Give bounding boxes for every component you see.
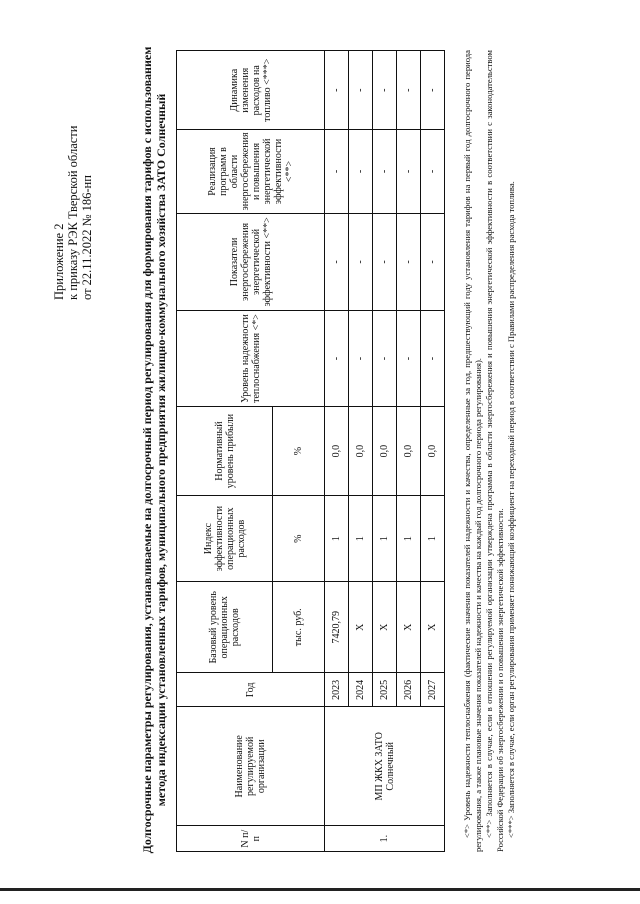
cell-index: 1: [397, 496, 421, 582]
appendix-number: Приложение 2: [52, 223, 66, 300]
document-page: [52, 40, 612, 860]
col-year-header: Год: [177, 673, 325, 707]
header-row: [177, 51, 273, 852]
document-title: [140, 40, 168, 860]
cell-profit: 0,0: [421, 406, 445, 495]
cell-index: 1: [349, 496, 373, 582]
cell-base: X: [373, 582, 397, 674]
cell-profit: 0,0: [349, 406, 373, 495]
cell-energy: -: [421, 213, 445, 311]
cell-year: 2023: [325, 673, 349, 707]
cell-base: X: [349, 582, 373, 674]
unit-profit: %: [273, 406, 325, 495]
cell-base: X: [421, 582, 445, 674]
cell-year: 2027: [421, 673, 445, 707]
footnotes: [462, 50, 517, 852]
cell-reliability: -: [421, 311, 445, 407]
table-row: [325, 51, 349, 852]
cell-profit: 0,0: [373, 406, 397, 495]
title-line-1: Долгосрочные параметры регулирования, устанавливаемые на долгосрочный период регулирования для формирования тарифов с использованием: [140, 46, 154, 854]
order-reference: к приказу РЭК Тверской области: [66, 125, 80, 300]
cell-energy: -: [397, 213, 421, 311]
col-base-header: Базовый уровень операционных расходов: [177, 582, 273, 674]
cell-reliability: -: [349, 311, 373, 407]
cell-energy: -: [349, 213, 373, 311]
cell-year: 2026: [397, 673, 421, 707]
col-programs-header: Реализация программ в области энергосбережения и повышения энергетической эффективности <**>: [177, 130, 325, 213]
col-num-header: N п/п: [177, 826, 325, 852]
footnote-1: <*> Уровень надежности теплоснабжения (фактические значения показателей надежности и качества, определенные за год, предшествующий году установления тарифов на первый год долгосрочного периода регулирования, а также плановые значения показателей надежности и качества на каждый год долгосрочного периода регулирования).: [462, 50, 483, 852]
cell-index: 1: [421, 496, 445, 582]
cell-base: 7420,79: [325, 582, 349, 674]
cell-year: 2025: [373, 673, 397, 707]
cell-programs: -: [397, 130, 421, 213]
col-profit-header: Нормативный уровень прибыли: [177, 406, 273, 495]
cell-energy: -: [325, 213, 349, 311]
col-fuel-header: Динамика изменения расходов на топливо <***>: [177, 51, 325, 130]
parameters-table: [176, 50, 445, 852]
cell-profit: 0,0: [397, 406, 421, 495]
cell-fuel: -: [397, 51, 421, 130]
col-energy-header: Показатели энергосбережения энергетической эффективности <**>: [177, 213, 325, 311]
footnote-3: <***> Заполняется в случае, если орган регулирования применяет понижающий коэффициент на переходный период в соответствии с Правилами распределения расхода топлива.: [506, 181, 516, 838]
cell-index: 1: [325, 496, 349, 582]
cell-reliability: -: [373, 311, 397, 407]
cell-index: 1: [373, 496, 397, 582]
cell-programs: -: [373, 130, 397, 213]
cell-energy: -: [373, 213, 397, 311]
org-name: МП ЖКХ ЗАТО Солнечный: [325, 707, 445, 826]
title-line-2: метода индексации установленных тарифов, муниципального предприятия жилищно-коммунального хозяйства ЗАТО Солнечный: [154, 93, 168, 807]
cell-fuel: -: [325, 51, 349, 130]
cell-reliability: -: [325, 311, 349, 407]
cell-fuel: -: [373, 51, 397, 130]
order-date: от 22.11.2022 № 186-нп: [80, 175, 94, 300]
cell-programs: -: [325, 130, 349, 213]
unit-index: %: [273, 496, 325, 582]
cell-programs: -: [421, 130, 445, 213]
col-name-header: Наименование регулируемой организации: [177, 707, 325, 826]
appendix-header: [52, 50, 94, 300]
cell-profit: 0,0: [325, 406, 349, 495]
scan-edge-line: [0, 888, 640, 891]
cell-fuel: -: [421, 51, 445, 130]
cell-programs: -: [349, 130, 373, 213]
cell-fuel: -: [349, 51, 373, 130]
cell-year: 2024: [349, 673, 373, 707]
unit-base: тыс. руб.: [273, 582, 325, 674]
cell-base: X: [397, 582, 421, 674]
org-number: 1.: [325, 826, 445, 852]
col-index-header: Индекс эффективности операционных расходов: [177, 496, 273, 582]
col-reliability-header: Уровень надежности теплоснабжения <*>: [177, 311, 325, 407]
footnote-2: <**> Заполняется в случае, если в отношении регулируемой организации утверждена программа в области энергосбережения и повышения энергетической эффективности в соответствии с законодательством Российской Федерации об энергосбережении и о повышении энергетической эффективности.: [484, 50, 505, 852]
cell-reliability: -: [397, 311, 421, 407]
